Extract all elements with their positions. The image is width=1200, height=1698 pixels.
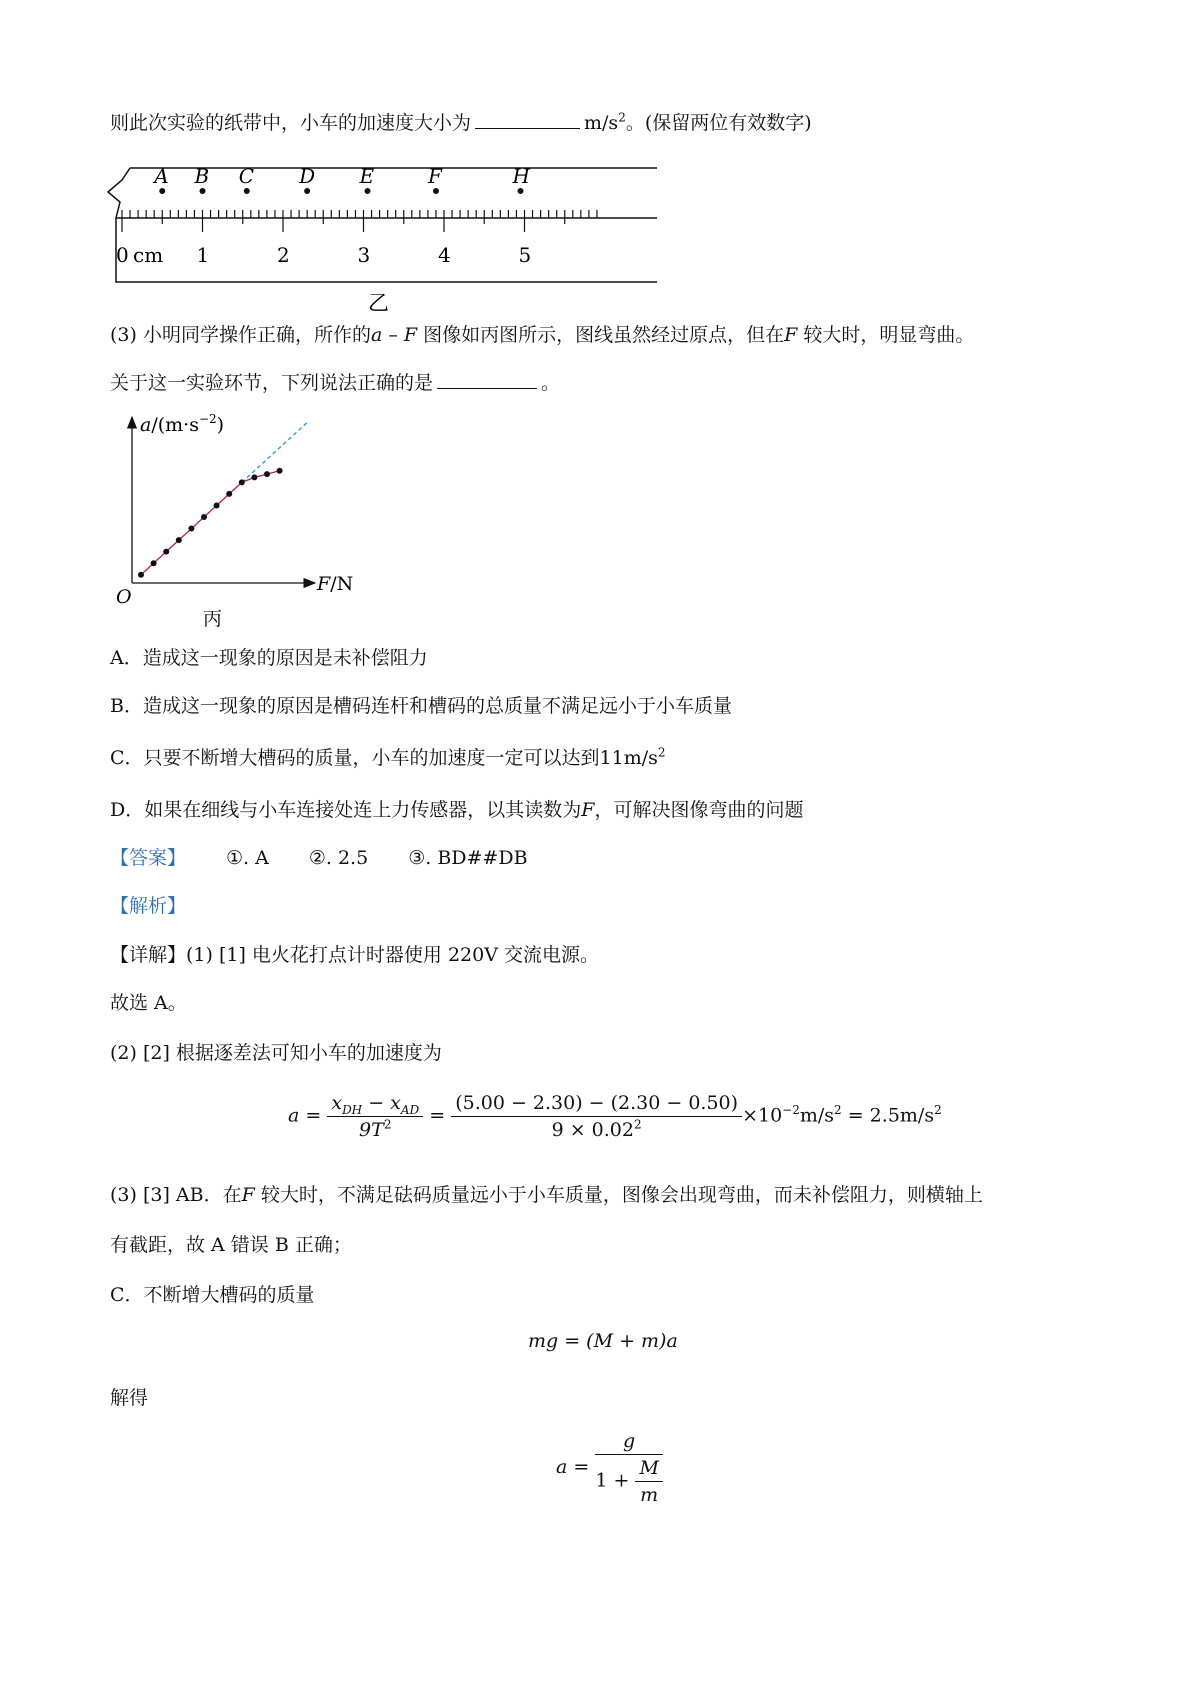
f1-tail-unit-exp: 2 <box>834 1103 842 1118</box>
q3-var-f: F <box>403 324 418 346</box>
f1-den-exp: 2 <box>383 1117 392 1132</box>
data-point <box>138 572 144 578</box>
detail-var-f: F <box>241 1184 255 1206</box>
f1-xa-sub: DH <box>342 1102 363 1117</box>
ruler-tick-label: 1 <box>196 243 210 267</box>
option-c-exp: 2 <box>657 745 666 760</box>
q2-suffix: 。(保留两位有效数字) <box>625 112 812 134</box>
detail-line-2 <box>110 990 187 1016</box>
detail-text-7: 解得 <box>110 1387 149 1409</box>
f1-den-numeric: 9 × 0.02 <box>551 1119 634 1141</box>
y-axis-label <box>140 412 224 436</box>
a-f-graph <box>110 405 370 630</box>
ruler-tick-labels <box>116 243 531 267</box>
q3-text-c: 较大时，明显弯曲。 <box>797 324 975 346</box>
q3-line-2 <box>110 370 560 396</box>
q3-text-b: 图像如丙图所示，图线虽然经过原点，但在 <box>417 324 785 346</box>
detail-text-2: 故选 A。 <box>110 992 187 1014</box>
f3-inner-frac <box>635 1457 662 1506</box>
f1-result: = 2.5m/s <box>841 1104 935 1127</box>
q2-unit: m/s <box>584 112 619 134</box>
q3-text-2: 关于这一实验环节，下列说法正确的是 <box>110 372 434 394</box>
ruler-ticks <box>122 210 597 232</box>
fit-curve <box>141 471 280 575</box>
f1-tail: ×10 <box>742 1104 783 1127</box>
y-label-exp: −2 <box>198 412 217 426</box>
tape-point-label: F <box>427 164 442 188</box>
q3-text-2-end: 。 <box>541 372 561 394</box>
detail-text-1: (1) [1] 电火花打点计时器使用 220V 交流电源。 <box>186 944 599 966</box>
answer-blank-3 <box>437 370 537 389</box>
option-b-text: B．造成这一现象的原因是槽码连杆和槽码的总质量不满足远小于小车质量 <box>110 695 732 717</box>
f3-inner-den: m <box>640 1484 659 1506</box>
tape-outline <box>108 168 657 218</box>
tape-point <box>200 188 206 194</box>
detail-text-3: (2) [2] 根据逐差法可知小车的加速度为 <box>110 1042 442 1064</box>
tape-point <box>433 188 439 194</box>
f3-frac <box>595 1430 663 1506</box>
graph-caption: 丙 <box>203 608 223 630</box>
formula-newton: mg = (M + m)a <box>528 1330 678 1352</box>
f1-eq-2: = <box>429 1104 446 1127</box>
f3-inner-num: M <box>635 1457 662 1482</box>
f1-eq: = <box>305 1104 322 1127</box>
data-point <box>201 514 207 520</box>
data-point <box>214 502 220 508</box>
tape-point-label: B <box>194 164 210 188</box>
origin-label: O <box>116 586 132 608</box>
detail-line-6 <box>110 1282 315 1308</box>
answer-blank-1 <box>475 110 580 129</box>
detail-line-1 <box>110 942 599 968</box>
data-point <box>163 549 169 555</box>
q2-question-line <box>110 110 812 136</box>
analysis-label: 【解析】 <box>110 895 187 917</box>
option-b <box>110 693 732 719</box>
answer-3: ③. BD##DB <box>408 847 528 869</box>
detail-text-4b: 较大时，不满足砝码质量远小于小车质量，图像会出现弯曲，而未补偿阻力，则横轴上 <box>254 1184 983 1206</box>
data-point <box>151 560 157 566</box>
ruler-tick-label: 5 <box>518 243 532 267</box>
tape-point-label: D <box>299 164 316 188</box>
answer-line <box>110 845 528 871</box>
ruler-tick-label: 2 <box>277 243 290 267</box>
formula-acceleration <box>288 1092 942 1141</box>
f1-tail-unit: m/s <box>799 1104 835 1127</box>
y-label-close: ) <box>216 414 225 436</box>
data-point <box>277 468 283 474</box>
f1-frac-numeric <box>451 1092 742 1141</box>
option-a <box>110 645 428 671</box>
f1-xb: x <box>390 1092 401 1114</box>
tape-point-label: A <box>154 164 169 188</box>
option-d <box>110 797 803 823</box>
graph-plot <box>138 421 308 577</box>
f3-lhs: a = <box>556 1456 590 1478</box>
detail-text-4a: (3) [3] AB．在 <box>110 1184 242 1206</box>
ruler-tick-label: 3 <box>357 243 371 267</box>
data-point <box>239 479 245 485</box>
f1-xb-sub: AD <box>400 1102 420 1117</box>
f1-xa: x <box>331 1092 343 1114</box>
q3-line-1 <box>110 322 974 348</box>
tape-point <box>244 188 250 194</box>
f1-minus: − <box>362 1092 391 1114</box>
y-label-unit: /(m·s <box>151 414 199 436</box>
option-d-text: D．如果在细线与小车连接处连上力传感器，以其读数为 <box>110 799 582 821</box>
x-label-unit: /N <box>330 573 354 595</box>
formula-result <box>556 1430 663 1506</box>
detail-text-5: 有截距，故 A 错误 B 正确； <box>110 1234 352 1256</box>
tape-point-label: C <box>238 164 255 188</box>
answer-2: ②. 2.5 <box>308 847 369 869</box>
detail-line-5 <box>110 1232 352 1258</box>
ruler-tick-label: 0 <box>116 243 129 267</box>
data-point <box>188 526 194 532</box>
tape-point-label: E <box>359 164 375 188</box>
option-d-end: ，可解决图像弯曲的问题 <box>594 799 804 821</box>
f1-den-numeric-exp: 2 <box>634 1117 642 1132</box>
data-point <box>176 537 182 543</box>
ruler-tick-label: 4 <box>438 243 451 267</box>
detail-line-7 <box>110 1385 148 1411</box>
option-c-text: C．只要不断增大槽码的质量，小车的加速度一定可以达到 <box>110 747 600 769</box>
analysis-label-line <box>110 893 186 919</box>
data-point <box>251 474 257 480</box>
x-axis-label <box>316 573 353 595</box>
option-d-var: F <box>581 799 595 821</box>
answer-1: ①. A <box>226 847 269 869</box>
tape-point <box>304 188 310 194</box>
q2-unit-exp: 2 <box>618 110 626 125</box>
q3-dash: – <box>382 324 404 346</box>
f1-den: 9T <box>359 1119 384 1141</box>
f1-lhs: a <box>288 1104 300 1127</box>
ruler-unit: cm <box>133 243 164 267</box>
tape-point-label: H <box>512 164 530 188</box>
q3-var-a: a <box>370 324 383 346</box>
q2-prefix: 则此次实验的纸带中，小车的加速度大小为 <box>110 112 472 134</box>
detail-label: 【详解】 <box>110 944 187 966</box>
answer-label: 【答案】 <box>110 847 187 869</box>
tape-point <box>517 188 523 194</box>
option-c <box>110 745 666 771</box>
tape-point <box>365 188 371 194</box>
ruler-caption: 乙 <box>368 291 389 315</box>
f3-den-pre: 1 + <box>595 1469 630 1492</box>
ruler-figure <box>100 150 660 320</box>
option-a-text: A．造成这一现象的原因是未补偿阻力 <box>110 647 428 669</box>
detail-line-3 <box>110 1040 442 1066</box>
q3-text-a: (3) 小明同学操作正确，所作的 <box>110 324 371 346</box>
f1-tail-exp: −2 <box>782 1103 800 1118</box>
q3-var-f-2: F <box>784 324 798 346</box>
y-label-var: a <box>140 414 152 436</box>
f1-num-numeric: (5.00 − 2.30) − (2.30 − 0.50) <box>451 1092 742 1117</box>
tape-point <box>159 188 165 194</box>
data-point <box>226 491 232 497</box>
dashed-extension <box>242 421 309 482</box>
x-label-var: F <box>317 573 331 595</box>
data-point <box>264 471 270 477</box>
f3-num: g <box>595 1430 663 1455</box>
f1-result-exp: 2 <box>934 1103 942 1118</box>
detail-line-4 <box>110 1182 983 1208</box>
detail-text-6: C．不断增大槽码的质量 <box>110 1284 315 1306</box>
option-c-value: 11m/s <box>599 747 658 769</box>
f1-frac-symbolic <box>327 1092 423 1141</box>
